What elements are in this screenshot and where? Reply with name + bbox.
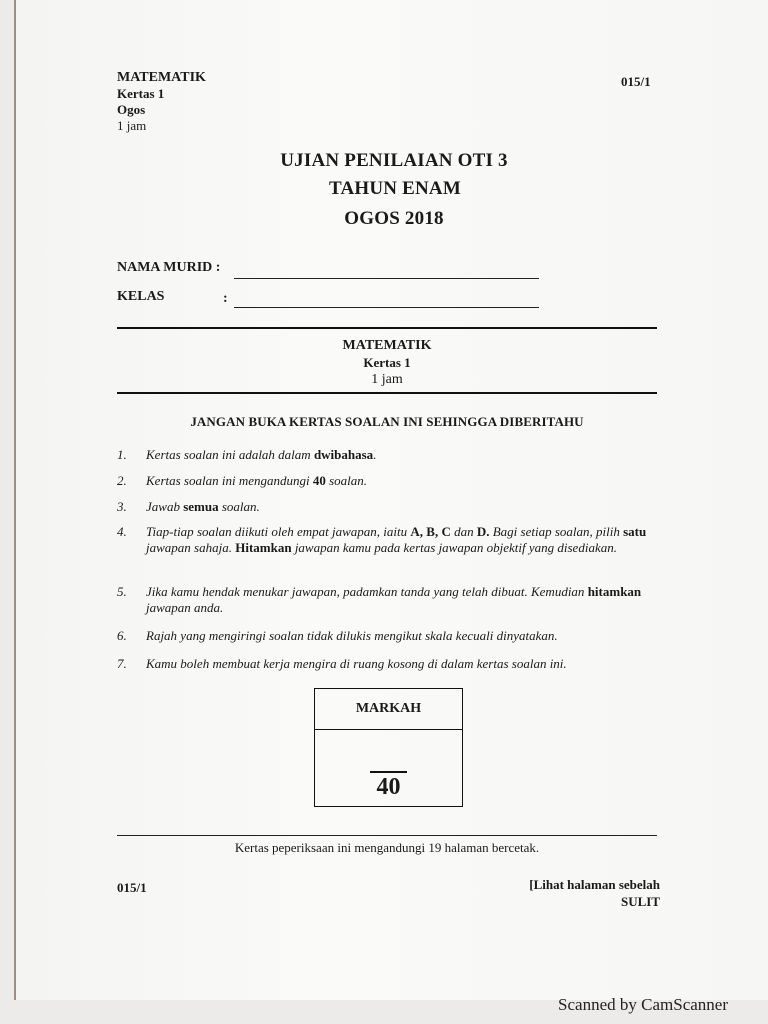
instruction-text: Rajah yang mengiringi soalan tidak dilukis mengikut skala kecuali dinyatakan. [146, 628, 558, 643]
instruction-text: . [373, 447, 377, 462]
header-code: 015/1 [621, 74, 651, 89]
name-label: NAMA MURID : [117, 260, 221, 275]
warning-heading: JANGAN BUKA KERTAS SOALAN INI SEHINGGA DIBERITAHU [190, 414, 584, 429]
class-label: KELAS [117, 289, 165, 304]
instruction-text: soalan. [218, 499, 260, 514]
instruction-bold: dwibahasa [313, 447, 374, 462]
instruction-number: 6. [117, 628, 127, 643]
instruction-number: 5. [117, 584, 127, 599]
instruction-number: 3. [117, 499, 127, 514]
instruction-text: soalan. [325, 473, 368, 488]
markah-total: 40 [376, 774, 401, 800]
instruction-number: 4. [117, 524, 127, 539]
markah-label: MARKAH [315, 689, 462, 730]
markah-box [314, 688, 463, 807]
instruction-text: Kertas soalan ini adalah dalam [146, 447, 314, 462]
score-blank-line [370, 771, 407, 773]
class-colon: : [223, 291, 228, 306]
instruction-text: Jawab [146, 499, 184, 514]
instruction-number: 2. [117, 473, 127, 488]
classification-label: SULIT [620, 894, 660, 909]
header-subject: MATEMATIK [117, 70, 206, 85]
footer-code: 015/1 [117, 880, 147, 895]
header-month: Ogos [117, 102, 146, 117]
title-line-3: OGOS 2018 [344, 208, 444, 229]
center-paper: Kertas 1 [363, 355, 411, 370]
instruction-text: Kamu boleh membuat kerja mengira di ruang kosong di dalam kertas soalan ini. [146, 656, 567, 671]
instruction-bold: 40 [312, 473, 326, 488]
header-info [117, 70, 206, 134]
instruction-number: 1. [117, 447, 127, 462]
instruction-text: Tiap-tiap soalan diikuti oleh empat jawapan, iaitu A, B, C dan D. Bagi setiap soalan, pilih satu jawapan sahaja. Hitamkan jawapan kamu pada kertas jawapan objektif yang disediakan. [146, 524, 647, 555]
footer-rule [117, 835, 657, 836]
title-line-2: TAHUN ENAM [328, 178, 461, 199]
center-subject-block [117, 337, 657, 388]
footer-next-page [529, 876, 660, 910]
instruction-text: Kertas soalan ini mengandungi [146, 473, 313, 488]
instruction-text: Jika kamu hendak menukar jawapan, padamkan tanda yang telah dibuat. Kemudian hitamkan jawapan anda. [146, 584, 642, 615]
bottom-rule [117, 392, 657, 394]
center-subject: MATEMATIK [342, 338, 432, 353]
pages-note: Kertas peperiksaan ini mengandungi 19 halaman bercetak. [234, 840, 540, 855]
top-rule [117, 327, 657, 329]
instruction-bold: semua [183, 499, 219, 514]
scanner-watermark: Scanned by CamScanner [558, 995, 728, 1014]
center-duration: 1 jam [371, 372, 403, 387]
instruction-number: 7. [117, 656, 127, 671]
next-page-note: [Lihat halaman sebelah [529, 877, 660, 892]
title-line-1: UJIAN PENILAIAN OTI 3 [280, 150, 508, 171]
name-field[interactable] [234, 278, 539, 279]
class-field[interactable] [234, 307, 539, 308]
header-paper: Kertas 1 [117, 86, 165, 101]
header-duration: 1 jam [117, 118, 147, 133]
